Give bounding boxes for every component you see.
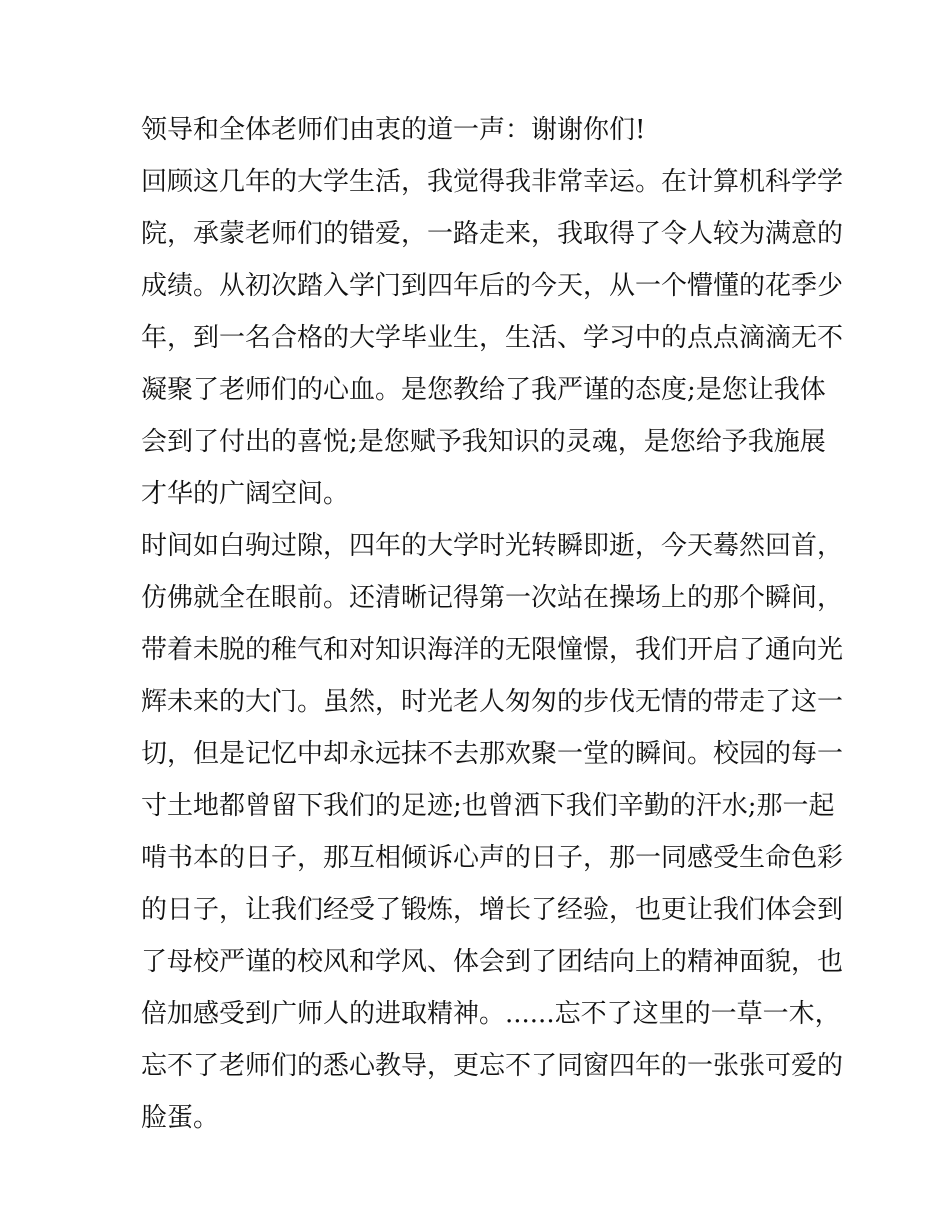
document-body [141, 104, 844, 1144]
text-line: 年，到一名合格的大学毕业生，生活、学习中的点点滴滴无不 [141, 323, 844, 353]
text-line: 切，但是记忆中却永远抹不去那欢聚一堂的瞬间。校园的每一 [141, 739, 844, 769]
text-line: 的日子，让我们经受了锻炼，增长了经验，也更让我们体会到 [141, 895, 844, 925]
text-line: 了母校严谨的校风和学风、体会到了团结向上的精神面貌，也 [141, 947, 844, 977]
text-line: 脸蛋。 [141, 1103, 220, 1133]
text-line: 辉未来的大门。虽然，时光老人匆匆的步伐无情的带走了这一 [141, 687, 844, 717]
text-line: 会到了付出的喜悦;是您赋予我知识的灵魂，是您给予我施展 [141, 427, 826, 457]
text-line: 倍加感受到广师人的进取精神。......忘不了这里的一草一木， [141, 999, 841, 1029]
text-line: 寸土地都曾留下我们的足迹;也曾洒下我们辛勤的汗水;那一起 [141, 791, 835, 821]
text-line: 领导和全体老师们由衷的道一声：谢谢你们! [141, 115, 646, 145]
text-line: 啃书本的日子，那互相倾诉心声的日子，那一同感受生命色彩 [141, 843, 844, 873]
text-line: 忘不了老师们的悉心教导，更忘不了同窗四年的一张张可爱的 [141, 1051, 844, 1081]
text-line: 仿佛就全在眼前。还清晰记得第一次站在操场上的那个瞬间， [141, 583, 844, 613]
text-line: 凝聚了老师们的心血。是您教给了我严谨的态度;是您让我体 [141, 375, 826, 405]
text-line: 回顾这几年的大学生活，我觉得我非常幸运。在计算机科学学 [141, 167, 844, 197]
text-line: 院，承蒙老师们的错爱，一路走来，我取得了令人较为满意的 [141, 219, 844, 249]
text-line: 成绩。从初次踏入学门到四年后的今天，从一个懵懂的花季少 [141, 271, 844, 301]
text-line: 才华的广阔空间。 [141, 479, 350, 509]
text-line: 带着未脱的稚气和对知识海洋的无限憧憬，我们开启了通向光 [141, 635, 844, 665]
text-line: 时间如白驹过隙，四年的大学时光转瞬即逝，今天蓦然回首， [141, 531, 844, 561]
